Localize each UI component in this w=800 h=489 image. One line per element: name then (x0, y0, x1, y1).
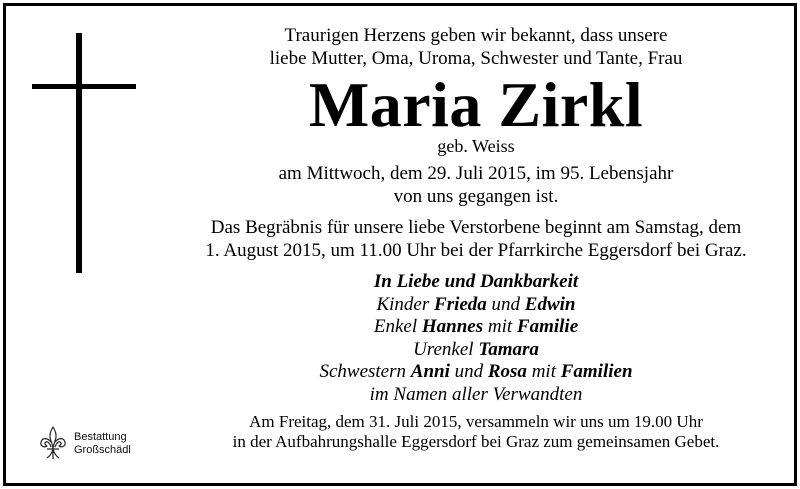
cross-vertical-bar (76, 33, 82, 273)
birth-name: geb. Weiss (437, 136, 515, 156)
funeral-home-logo (38, 424, 131, 464)
death-line-2: von uns gegangen ist. (393, 186, 559, 207)
funeral-home-name: Bestattung Großschädl (74, 431, 131, 456)
mourners-sisters: Schwestern Anni und Rosa mit Familien (319, 361, 633, 382)
mourners-closing: im Namen aller Verwandten (369, 383, 583, 405)
cross-icon (32, 33, 136, 273)
obituary-card (3, 3, 797, 486)
death-notice (156, 162, 796, 208)
prayer-line-1: Am Freitag, dem 31. Juli 2015, versammeln wir uns um 19.00 Uhr (249, 412, 703, 431)
mourners-heading: In Liebe und Dankbarkeit (373, 271, 579, 292)
death-line-1: am Mittwoch, dem 29. Juli 2015, im 95. Lebensjahr (278, 163, 674, 184)
prayer-line-2: in der Aufbahrungshalle Eggersdorf bei Graz zum gemeinsamen Gebet. (232, 432, 720, 451)
intro-line-2: liebe Mutter, Oma, Uroma, Schwester und Tante, Frau (269, 48, 683, 69)
fleur-de-lis-icon (38, 425, 68, 463)
intro-text (156, 24, 796, 70)
prayer-notice (156, 412, 796, 452)
mourners-children: Kinder Frieda und Edwin (376, 293, 576, 315)
deceased-name: Maria Zirkl (308, 69, 644, 140)
cross-horizontal-bar (32, 84, 136, 89)
mourners-grandchildren: Enkel Hannes mit Familie (373, 316, 579, 337)
funeral-notice (156, 216, 796, 262)
funeral-line-1: Das Begräbnis für unsere liebe Verstorbene beginnt am Samstag, dem (210, 217, 742, 238)
mourners-great-grandchildren: Urenkel Tamara (413, 338, 539, 360)
obituary-text (156, 24, 796, 452)
mourners-list (156, 271, 796, 406)
intro-line-1: Traurigen Herzens geben wir bekannt, dass unsere (284, 25, 668, 46)
funeral-line-2: 1. August 2015, um 11.00 Uhr bei der Pfarrkirche Eggersdorf bei Graz. (205, 240, 747, 261)
